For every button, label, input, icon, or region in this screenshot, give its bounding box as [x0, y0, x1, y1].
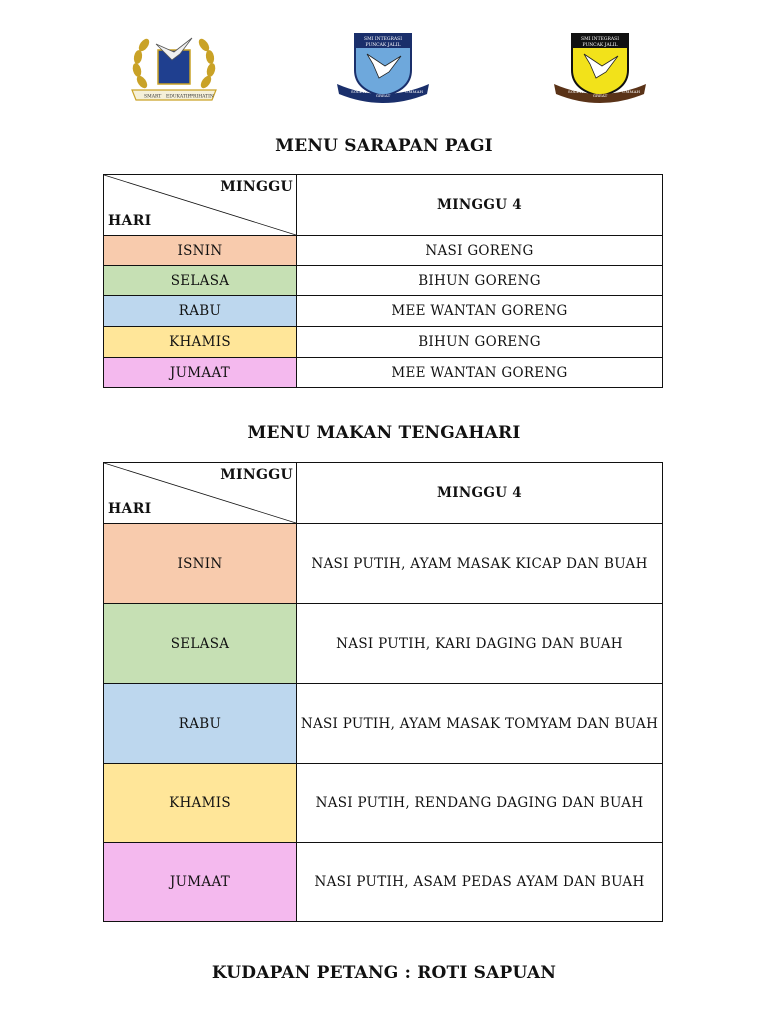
menu-cell: NASI PUTIH, ASAM PEDAS AYAM DAN BUAH: [297, 843, 663, 922]
svg-text:SOLEH: SOLEH: [351, 89, 367, 94]
week-column-header: MINGGU 4: [297, 175, 663, 236]
school-shield-blue-icon: [333, 30, 433, 104]
breakfast-title: MENU SARAPAN PAGI: [275, 136, 493, 156]
table-row: [104, 684, 663, 764]
svg-text:UMMAH: UMMAH: [622, 89, 640, 94]
snack-title: KUDAPAN PETANG : ROTI SAPUAN: [211, 963, 557, 983]
svg-text:SMI INTEGRASI: SMI INTEGRASI: [364, 37, 402, 42]
lunch-title: MENU MAKAN TENGAHARI: [247, 423, 521, 443]
diagonal-header-cell: [104, 175, 297, 236]
logo-right: [550, 30, 650, 104]
day-cell: KHAMIS: [104, 764, 297, 843]
svg-text:PUNCAK JALIL: PUNCAK JALIL: [582, 43, 618, 48]
table-row: [104, 358, 663, 388]
school-crest-icon: [128, 30, 220, 104]
table-row: [104, 604, 663, 684]
table-row: [104, 327, 663, 358]
table-row: [104, 236, 663, 266]
logo-left: [128, 30, 220, 104]
menu-cell: NASI PUTIH, AYAM MASAK KICAP DAN BUAH: [297, 524, 663, 604]
header-day-label: HARI: [108, 213, 152, 229]
menu-cell: NASI PUTIH, AYAM MASAK TOMYAM DAN BUAH: [297, 684, 663, 764]
day-cell: JUMAAT: [104, 843, 297, 922]
menu-cell: NASI PUTIH, RENDANG DAGING DAN BUAH: [297, 764, 663, 843]
menu-cell: NASI PUTIH, KARI DAGING DAN BUAH: [297, 604, 663, 684]
svg-text:EDUKATIF: EDUKATIF: [166, 94, 191, 100]
header-week-label: MINGGU: [220, 179, 293, 195]
header-week-label: MINGGU: [220, 467, 293, 483]
day-cell: ISNIN: [104, 236, 297, 266]
menu-cell: BIHUN GORENG: [297, 266, 663, 296]
breakfast-table: [103, 174, 663, 388]
lunch-table: [103, 462, 663, 922]
week-column-header: MINGGU 4: [297, 463, 663, 524]
day-cell: RABU: [104, 296, 297, 327]
menu-cell: BIHUN GORENG: [297, 327, 663, 358]
svg-text:PRIHATIN: PRIHATIN: [190, 94, 214, 100]
day-cell: SELASA: [104, 266, 297, 296]
table-row: [104, 266, 663, 296]
logo-center: [333, 30, 433, 104]
menu-cell: MEE WANTAN GORENG: [297, 358, 663, 388]
svg-text:SOLEH: SOLEH: [568, 89, 584, 94]
diagonal-header-cell: [104, 463, 297, 524]
table-header-row: [104, 175, 663, 236]
header-day-label: HARI: [108, 501, 152, 517]
day-cell: JUMAAT: [104, 358, 297, 388]
day-cell: SELASA: [104, 604, 297, 684]
svg-text:GREAT: GREAT: [375, 93, 391, 98]
table-header-row: [104, 463, 663, 524]
table-row: [104, 296, 663, 327]
table-row: [104, 764, 663, 843]
svg-text:SMI INTEGRASI: SMI INTEGRASI: [581, 37, 619, 42]
day-cell: ISNIN: [104, 524, 297, 604]
svg-text:PUNCAK JALIL: PUNCAK JALIL: [365, 43, 401, 48]
menu-cell: MEE WANTAN GORENG: [297, 296, 663, 327]
day-cell: RABU: [104, 684, 297, 764]
school-shield-yellow-icon: [550, 30, 650, 104]
table-row: [104, 843, 663, 922]
table-row: [104, 524, 663, 604]
day-cell: KHAMIS: [104, 327, 297, 358]
svg-text:UMMAH: UMMAH: [405, 89, 423, 94]
svg-text:SMART: SMART: [144, 94, 162, 100]
svg-text:GREAT: GREAT: [592, 93, 608, 98]
menu-cell: NASI GORENG: [297, 236, 663, 266]
